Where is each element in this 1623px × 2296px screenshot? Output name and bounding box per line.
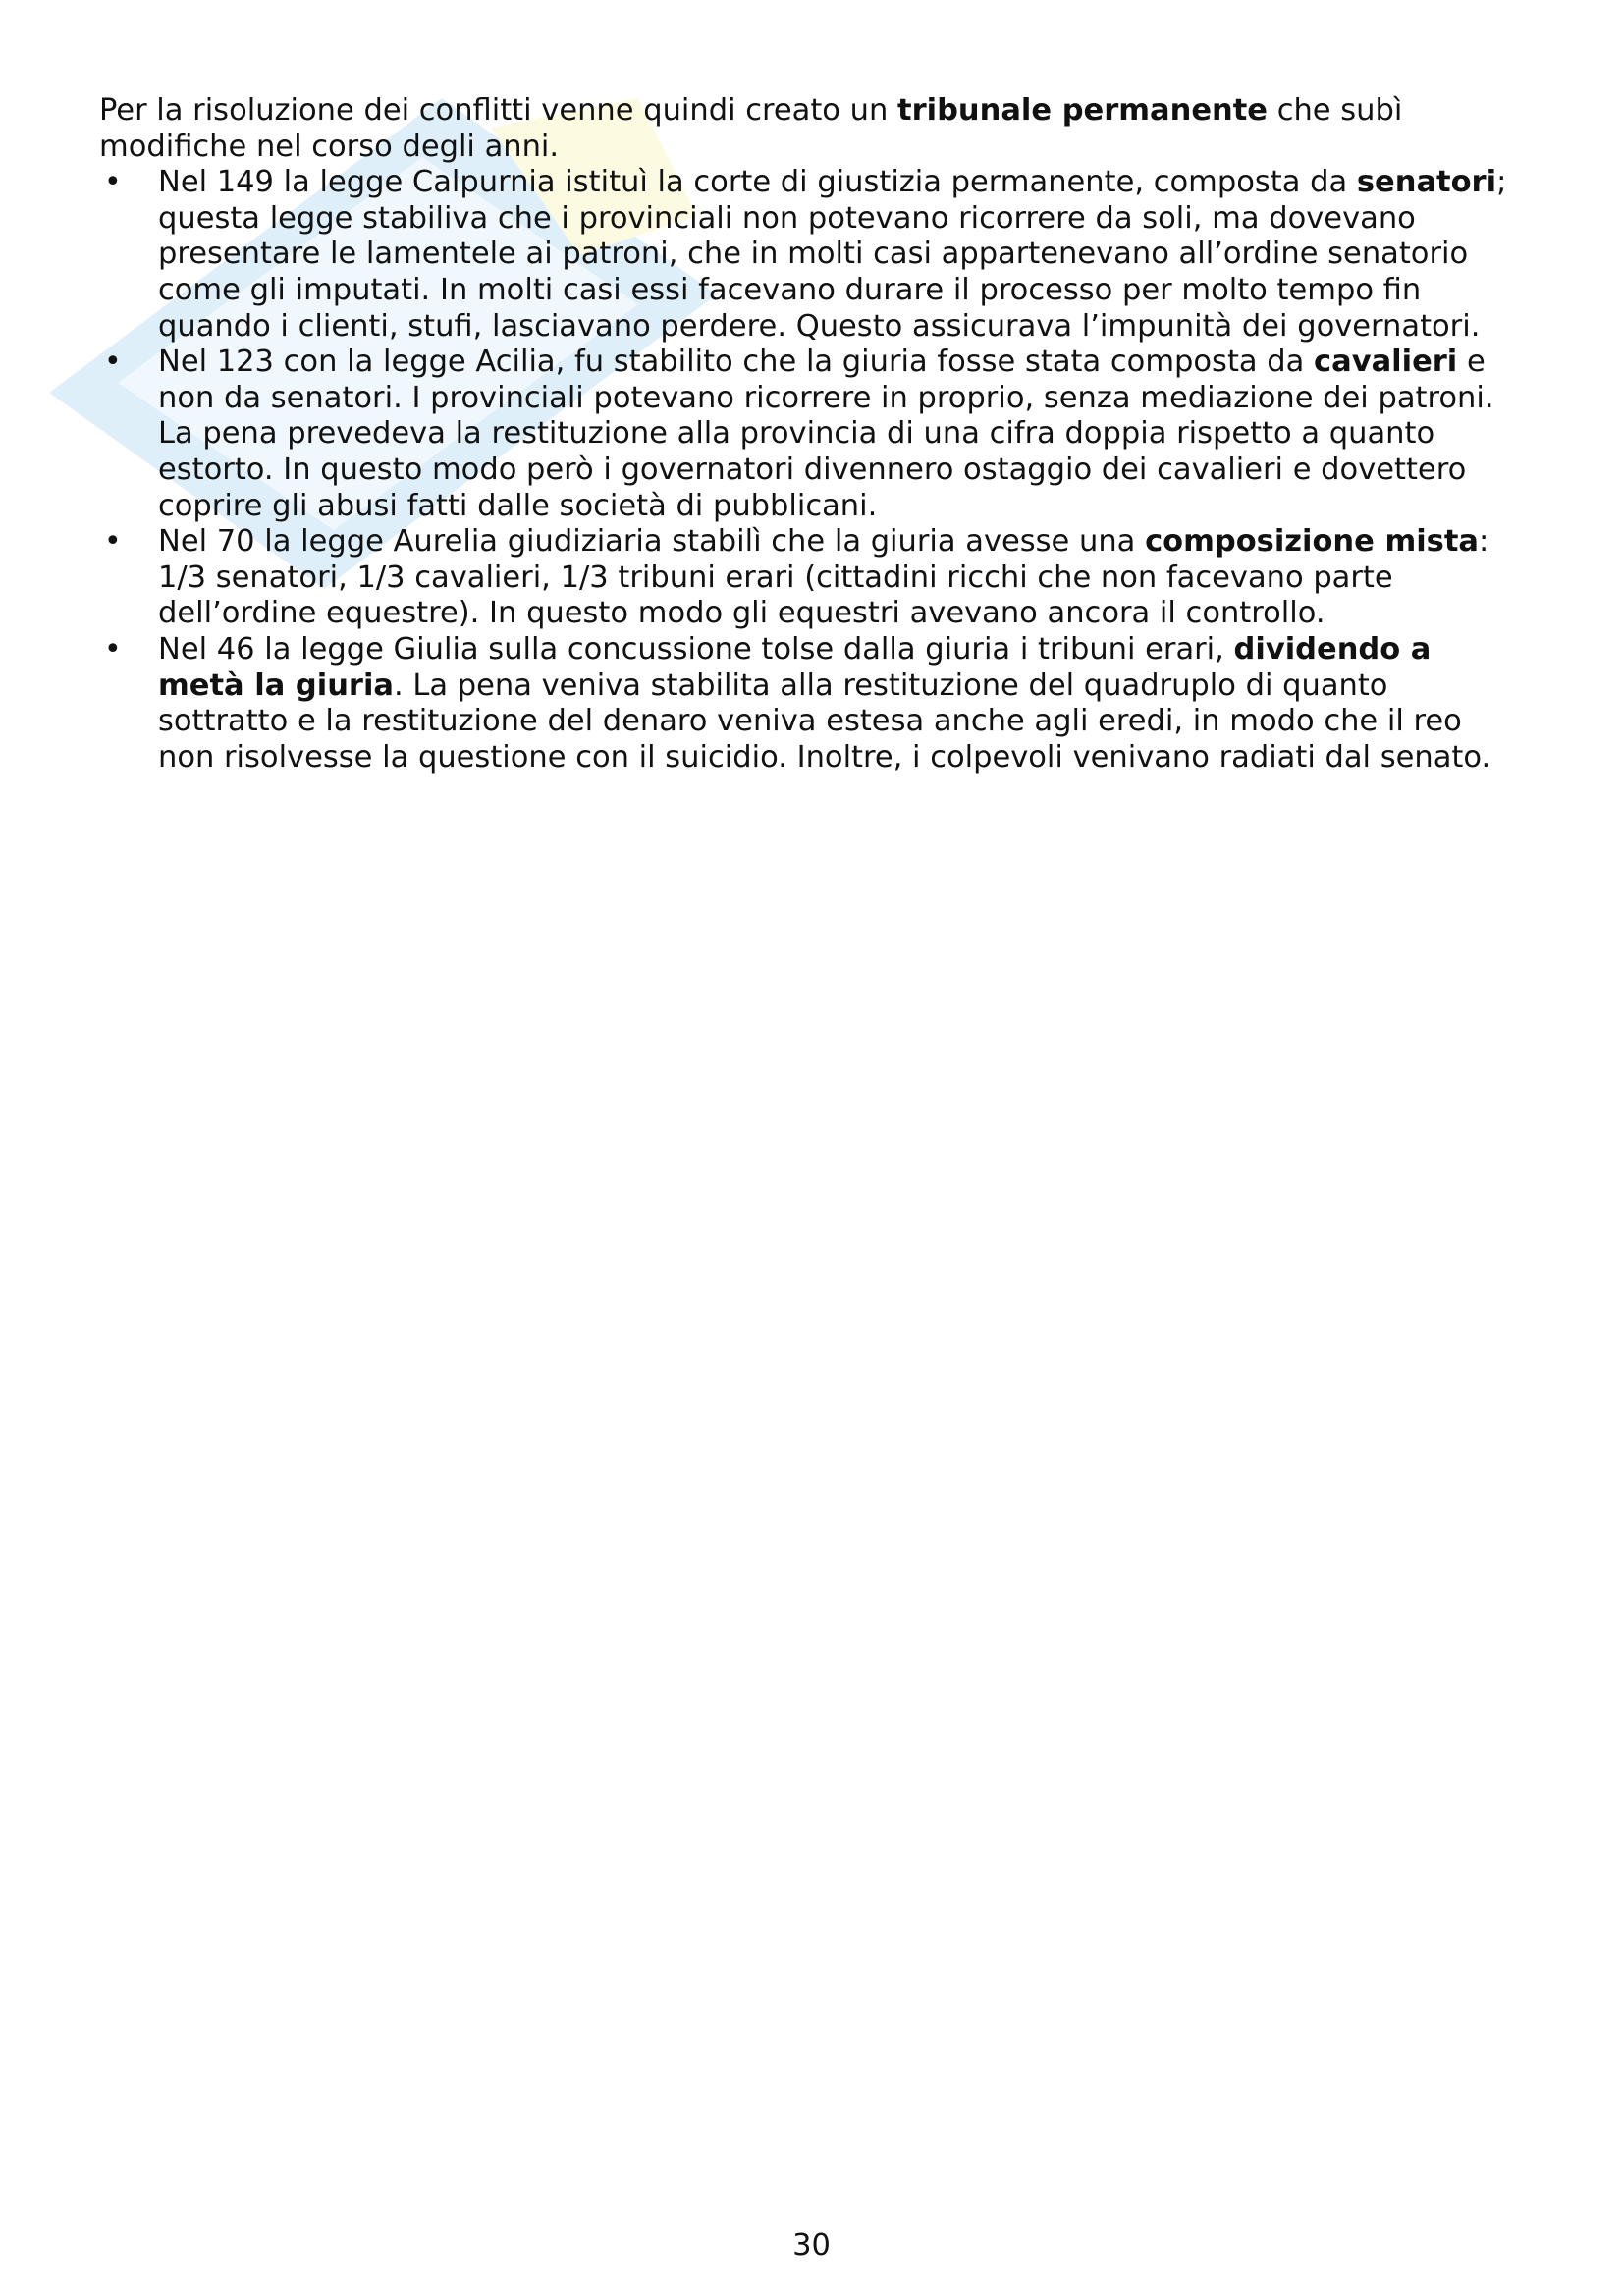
bullet-icon: • [104,345,122,380]
intro-bold-term: tribunale permanente [897,93,1268,128]
list-item-bold-term: senatori [1356,165,1497,200]
page-content [99,93,1533,775]
intro-text: Per la risoluzione dei conflitti venne quindi creato un [99,93,898,128]
list-item-bold-term: cavalieri [1314,345,1458,380]
list-item-line: non da senatori. I provinciali potevano ricorrere in proprio, senza mediazione dei patroni. [158,380,1494,415]
list-item-bold-term: dividendo a [1233,631,1432,667]
intro-line-2: modifiche nel corso degli anni. [99,129,560,164]
list-item-text: Nel 46 la legge Giulia sulla concussione tolse dalla giuria i tribuni erari, [158,631,1234,667]
bullet-icon: • [104,524,122,560]
list-item-line: non risolvesse la questione con il suicidio. Inoltre, i colpevoli venivano radiati dal senato. [158,739,1491,774]
list-item-line: questa legge stabiliva che i provinciali non potevano ricorrere da soli, ma dovevano [158,200,1416,236]
page-number: 30 [792,2228,831,2263]
bullet-icon: • [104,165,122,200]
list-item-bold-term: composizione mista [1145,524,1480,560]
list-item-bold-term: metà la giuria [158,667,394,703]
bullet-icon: • [104,631,122,667]
list-item-lex-aurelia [99,524,1533,632]
list-item-line: estorto. In questo modo però i governatori divennero ostaggio dei cavalieri e dovettero [158,452,1467,487]
list-item-line [158,524,1533,561]
list-item-line: dell’ordine equestre). In questo modo gli equestri avevano ancora il controllo. [158,596,1325,631]
list-item-text: ; [1496,165,1507,200]
intro-text-end: che subì [1268,93,1403,128]
list-item-line: coprire gli abusi fatti dalle società di pubblicani. [158,488,878,523]
list-item-line: La pena prevedeva la restituzione alla provincia di una cifra doppia rispetto a quanto [158,416,1435,452]
list-item-lex-acilia [99,345,1533,524]
list-item-line: 1/3 senatori, 1/3 cavalieri, 1/3 tribuni erari (cittadini ricchi che non facevano parte [158,560,1393,595]
list-item-line [158,632,1533,668]
list-item-lex-iulia [99,632,1533,775]
list-item-text: Nel 149 la legge Calpurnia istituì la corte di giustizia permanente, composta da [158,165,1357,200]
list-item-line [158,345,1533,381]
list-item-line: quando i clienti, stufi, lasciavano perdere. Questo assicurava l’impunità dei governatori. [158,308,1481,344]
list-item-line: presentare le lamentele ai patroni, che in molti casi appartenevano all’ordine senatorio [158,237,1469,272]
list-item-line: sottratto e la restituzione del denaro veniva estesa anche agli eredi, in modo che il reo [158,704,1462,739]
list-item-text: Nel 70 la legge Aurelia giudiziaria stabilì che la giuria avesse una [158,524,1146,560]
intro-paragraph [99,93,1533,165]
list-item-text: Nel 123 con la legge Acilia, fu stabilito che la giuria fosse stata composta da [158,345,1315,380]
list-item-text: : [1479,524,1489,560]
list-item-lex-calpurnia [99,165,1533,345]
list-item-line [158,165,1533,201]
list-item-text: e [1457,345,1486,380]
list-item-text: . La pena veniva stabilita alla restituzione del quadruplo di quanto [393,667,1388,703]
list-item-line: come gli imputati. In molti casi essi facevano durare il processo per molto tempo fin [158,272,1422,307]
bullet-list [99,165,1533,775]
intro-line-1 [99,93,1533,130]
list-item-line [158,668,1533,705]
